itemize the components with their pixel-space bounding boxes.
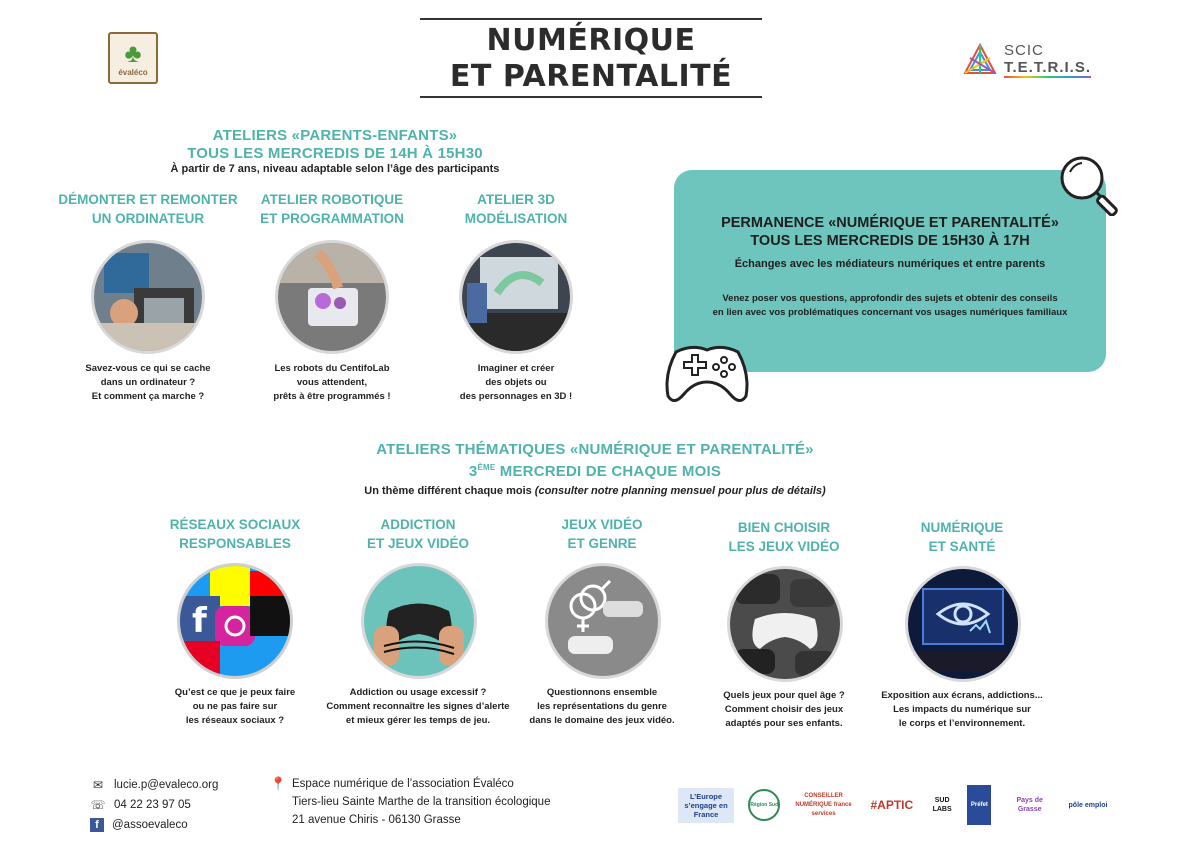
theme-card-2-desc bbox=[308, 686, 528, 728]
photo-social-networks bbox=[177, 563, 293, 679]
card-desc-1a: Savez-vous ce qui se cache bbox=[85, 363, 211, 374]
theme-card-2-title bbox=[328, 515, 508, 553]
thematiques-subheading-italic: (consulter notre planning mensuel pour plus de détails) bbox=[534, 485, 826, 497]
theme-title-4b: LES JEUX VIDÉO bbox=[728, 539, 840, 554]
theme-card-4-title bbox=[694, 518, 874, 556]
theme-card-5-desc bbox=[862, 689, 1062, 731]
clover-icon: ♣ bbox=[124, 37, 142, 68]
card-desc-1c: Et comment ça marche ? bbox=[91, 391, 205, 402]
card-title-1a: DÉMONTER ET REMONTER bbox=[58, 192, 238, 207]
magnifier-icon bbox=[1058, 154, 1128, 216]
theme-title-3b: ET GENRE bbox=[567, 536, 637, 551]
partner-logos bbox=[678, 784, 1108, 826]
theme-card-4-desc bbox=[684, 689, 884, 731]
partner-logo-pays-de-grasse: Pays de Grasse bbox=[1016, 797, 1043, 813]
theme-desc-4c: adaptés pour ses enfants. bbox=[725, 718, 843, 729]
address-line-1: Espace numérique de l’association Évaléco bbox=[292, 778, 514, 790]
card-title-2b: ET PROGRAMMATION bbox=[260, 211, 404, 226]
permanence-desc-1: Venez poser vos questions, approfondir des sujets et obtenir des conseils bbox=[722, 293, 1058, 304]
card-desc-3a: Imaginer et créer bbox=[477, 363, 555, 374]
permanence-desc-2: en lien avec vos problématiques concernant vos usages numériques familiaux bbox=[712, 307, 1068, 318]
photo-computer-disassembly bbox=[91, 240, 205, 354]
theme-card-1-desc bbox=[135, 686, 335, 728]
contact-phone-row bbox=[90, 795, 218, 815]
parents-enfants-subheading: À partir de 7 ans, niveau adaptable selon l’âge des participants bbox=[170, 163, 500, 175]
theme-title-5a: NUMÉRIQUE bbox=[920, 520, 1004, 535]
thematiques-subheading bbox=[300, 485, 890, 497]
title-line-2: ET PARENTALITÉ bbox=[449, 59, 733, 94]
tetris-triangle-icon bbox=[962, 42, 998, 78]
card-title-1b: UN ORDINATEUR bbox=[91, 211, 205, 226]
contact-email[interactable]: lucie.p@evaleco.org bbox=[114, 779, 219, 791]
evaleco-logo-label: évaléco bbox=[118, 67, 148, 77]
contact-block bbox=[90, 775, 218, 835]
partner-logo-pole-emploi: pôle emploi bbox=[1068, 801, 1108, 809]
tetris-logo-line-2: T.E.T.R.I.S. bbox=[1004, 59, 1092, 76]
partner-logo-sudlabs: SUD LABS bbox=[932, 797, 952, 813]
thematiques-heading-sup: ÈME bbox=[477, 463, 496, 472]
facebook-icon: f bbox=[90, 818, 104, 832]
parents-enfants-heading-1: ATELIERS «PARENTS-ENFANTS» bbox=[212, 127, 458, 144]
card-desc-1 bbox=[58, 362, 238, 404]
partner-logo-conseiller-numerique: CONSEILLER NUMÉRIQUE france services bbox=[795, 792, 852, 817]
permanence-heading-2: TOUS LES MERCREDIS DE 15H30 À 17H bbox=[750, 233, 1030, 249]
contact-facebook[interactable]: @assoevaleco bbox=[112, 819, 188, 831]
theme-title-1a: RÉSEAUX SOCIAUX bbox=[169, 517, 301, 532]
address-line-2: Tiers-lieu Sainte Marthe de la transition écologique bbox=[292, 796, 551, 808]
thematiques-header bbox=[300, 441, 890, 497]
tetris-logo-line-1: SCIC bbox=[1004, 42, 1044, 59]
theme-title-4a: BIEN CHOISIR bbox=[737, 520, 831, 535]
page-title bbox=[420, 18, 762, 98]
theme-desc-5c: le corps et l’environnement. bbox=[898, 718, 1026, 729]
card-desc-2b: vous attendent, bbox=[296, 377, 368, 388]
photo-digital-health bbox=[905, 566, 1021, 682]
permanence-description bbox=[674, 292, 1106, 320]
partner-logo-europe: L’Europe s’engage en France bbox=[678, 788, 734, 823]
title-line-1: NUMÉRIQUE bbox=[486, 23, 696, 58]
tetris-logo bbox=[962, 40, 1112, 80]
theme-desc-3a: Questionnons ensemble bbox=[546, 687, 658, 698]
theme-desc-1b: ou ne pas faire sur bbox=[192, 701, 278, 712]
contact-facebook-row bbox=[90, 815, 218, 835]
theme-desc-1c: les réseaux sociaux ? bbox=[185, 715, 285, 726]
svg-text:f: f bbox=[192, 601, 207, 641]
theme-desc-3c: dans le domaine des jeux vidéo. bbox=[529, 715, 675, 726]
gamepad-icon bbox=[662, 334, 752, 410]
thematiques-heading-2 bbox=[300, 459, 890, 481]
theme-title-2b: ET JEUX VIDÉO bbox=[366, 536, 470, 551]
theme-card-3-desc bbox=[502, 686, 702, 728]
phone-icon: ☏ bbox=[90, 798, 106, 812]
photo-gender bbox=[545, 563, 661, 679]
evaleco-logo bbox=[108, 32, 158, 84]
thematiques-heading-1: ATELIERS THÉMATIQUES «NUMÉRIQUE ET PARENTALITÉ» bbox=[376, 441, 814, 458]
thematiques-heading-num: 3 bbox=[468, 463, 478, 480]
parents-enfants-header bbox=[90, 127, 580, 175]
card-title-2a: ATELIER ROBOTIQUE bbox=[260, 192, 404, 207]
thematiques-subheading-main: Un thème différent chaque mois bbox=[364, 485, 535, 497]
photo-robot bbox=[275, 240, 389, 354]
photo-addiction bbox=[361, 563, 477, 679]
address-line-3: 21 avenue Chiris - 06130 Grasse bbox=[292, 814, 461, 826]
theme-card-5-title bbox=[872, 518, 1052, 556]
theme-desc-3b: les représentations du genre bbox=[537, 701, 667, 712]
card-desc-2a: Les robots du CentifoLab bbox=[274, 363, 390, 374]
thematiques-heading-rest: MERCREDI DE CHAQUE MOIS bbox=[495, 463, 722, 480]
theme-desc-2b: Comment reconnaître les signes d’alerte bbox=[326, 701, 510, 712]
location-pin-icon: 📍 bbox=[270, 776, 287, 791]
address-block bbox=[270, 775, 550, 829]
card-desc-3c: des personnages en 3D ! bbox=[459, 391, 573, 402]
card-title-3b: MODÉLISATION bbox=[464, 211, 568, 226]
card-desc-3b: des objets ou bbox=[485, 377, 547, 388]
theme-desc-2a: Addiction ou usage excessif ? bbox=[349, 687, 487, 698]
card-robotique bbox=[242, 190, 422, 228]
theme-card-3-title bbox=[512, 515, 692, 553]
permanence-subheading: Échanges avec les médiateurs numériques et entre parents bbox=[734, 258, 1046, 270]
theme-desc-1a: Qu’est ce que je peux faire bbox=[174, 687, 296, 698]
card-3d bbox=[426, 190, 606, 228]
theme-desc-4a: Quels jeux pour quel âge ? bbox=[723, 690, 845, 701]
partner-logo-prefet: Préfet bbox=[967, 785, 991, 825]
card-desc-2c: prêts à être programmés ! bbox=[273, 391, 391, 402]
photo-game-controllers bbox=[727, 566, 843, 682]
card-title-3a: ATELIER 3D bbox=[477, 192, 555, 207]
card-desc-2 bbox=[242, 362, 422, 404]
card-desc-3 bbox=[426, 362, 606, 404]
theme-desc-5a: Exposition aux écrans, addictions... bbox=[881, 690, 1043, 701]
card-desc-1b: dans un ordinateur ? bbox=[100, 377, 196, 388]
permanence-heading bbox=[674, 214, 1106, 250]
partner-logo-region: Région Sud bbox=[748, 789, 780, 821]
photo-3d-modeling bbox=[459, 240, 573, 354]
theme-desc-4b: Comment choisir des jeux bbox=[724, 704, 844, 715]
theme-title-3a: JEUX VIDÉO bbox=[561, 517, 643, 532]
contact-email-row bbox=[90, 775, 218, 795]
theme-title-5b: ET SANTÉ bbox=[928, 539, 996, 554]
theme-desc-5b: Les impacts du numérique sur bbox=[893, 704, 1031, 715]
theme-title-2a: ADDICTION bbox=[380, 517, 456, 532]
permanence-heading-1: PERMANENCE «NUMÉRIQUE ET PARENTALITÉ» bbox=[721, 215, 1059, 231]
parents-enfants-heading-2: TOUS LES MERCREDIS DE 14H À 15H30 bbox=[187, 145, 483, 162]
theme-card-1-title bbox=[145, 515, 325, 553]
card-demonter-ordinateur bbox=[58, 190, 238, 228]
theme-title-1b: RESPONSABLES bbox=[179, 536, 291, 551]
envelope-icon: ✉ bbox=[92, 778, 104, 792]
partner-logo-aptic: #APTIC bbox=[870, 797, 914, 812]
theme-desc-2c: et mieux gérer les temps de jeu. bbox=[345, 715, 491, 726]
contact-phone[interactable]: 04 22 23 97 05 bbox=[114, 799, 191, 811]
